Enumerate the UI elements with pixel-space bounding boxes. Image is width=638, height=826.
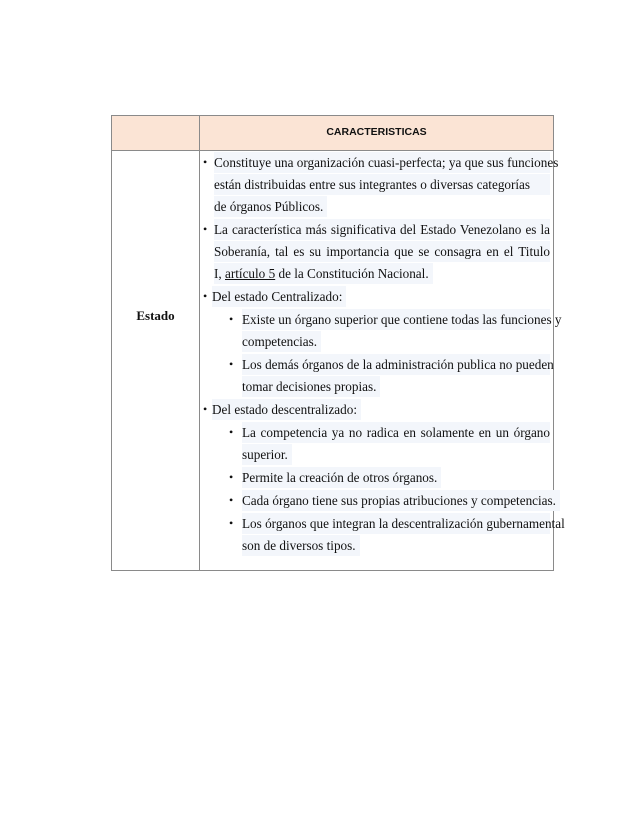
bullet: • xyxy=(229,470,234,484)
d3-line: Cada órgano tiene sus propias atribuciones y competencias. xyxy=(242,490,560,511)
d4-line-1: Los órganos que integran la descentralización gubernamental xyxy=(242,513,550,534)
bullet: • xyxy=(229,357,234,371)
bullet: • xyxy=(203,222,208,236)
bullet: • xyxy=(203,289,208,303)
p2-line-3-pre: I, xyxy=(214,266,222,281)
bullet: • xyxy=(229,516,234,530)
p2-line-3 xyxy=(214,263,433,284)
table-header-row xyxy=(112,116,553,151)
d1-line-2: superior. xyxy=(242,444,292,465)
d1-line-1: La competencia ya no radica en solamente en un órgano xyxy=(242,422,550,443)
articulo-5-link[interactable]: artículo 5 xyxy=(225,266,276,281)
c1-line-2: competencias. xyxy=(242,331,321,352)
c2-line-2: tomar decisiones propias. xyxy=(242,376,380,397)
d4-line-2: son de diversos tipos. xyxy=(242,535,360,556)
p2-line-1: La característica más significativa del Estado Venezolano es la xyxy=(214,219,550,240)
bullet: • xyxy=(203,402,208,416)
bullet: • xyxy=(229,493,234,507)
p1-line-2: están distribuidas entre sus integrantes o diversas categorías xyxy=(214,174,550,195)
d2-line: Permite la creación de otros órganos. xyxy=(242,467,441,488)
row-label-estado: Estado xyxy=(136,308,175,323)
descentralizado-title: Del estado descentralizado: xyxy=(212,399,361,420)
centralizado-title: Del estado Centralizado: xyxy=(212,286,346,307)
p1-line-3: de órganos Públicos. xyxy=(214,196,327,217)
p2-line-3-post: de la Constitución Nacional. xyxy=(278,266,429,281)
column-divider xyxy=(199,116,200,570)
c2-line-1: Los demás órganos de la administración publica no pueden xyxy=(242,354,550,375)
bullet: • xyxy=(229,312,234,326)
characteristics-table xyxy=(111,115,565,571)
header-caracteristicas: CARACTERISTICAS xyxy=(326,126,427,138)
bullet: • xyxy=(229,425,234,439)
bullet: • xyxy=(203,155,208,169)
c1-line-1: Existe un órgano superior que contiene todas las funciones y xyxy=(242,309,550,330)
p2-line-2: Soberanía, tal es su importancia que se consagra en el Titulo xyxy=(214,241,550,262)
p1-line-1: Constituye una organización cuasi-perfecta; ya que sus funciones xyxy=(214,152,550,173)
